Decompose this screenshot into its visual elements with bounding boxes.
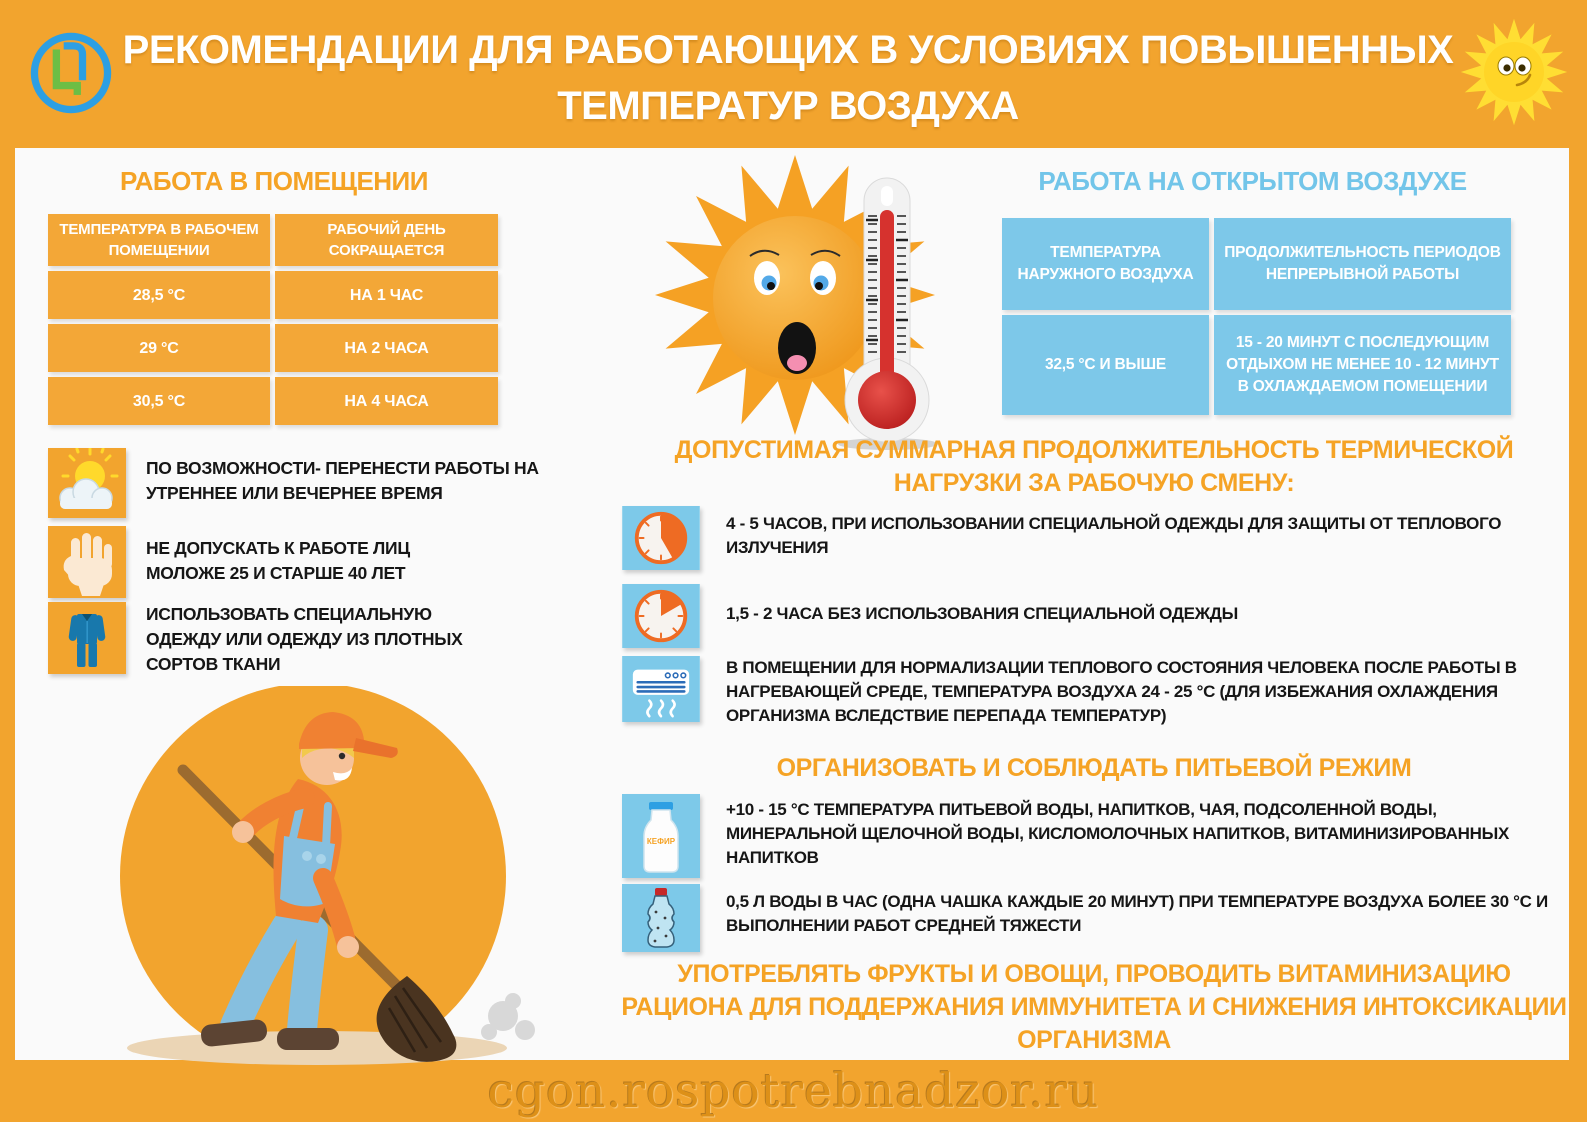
air-conditioner-icon <box>622 656 700 722</box>
clock-one-sixth-icon <box>622 584 700 648</box>
fruits-section-title: УПОТРЕБЛЯТЬ ФРУКТЫ И ОВОЩИ, ПРОВОДИТЬ ВИТАМИНИЗАЦИЮ РАЦИОНА ДЛЯ ПОДДЕРЖАНИЯ ИММУНИТЕТА И СНИЖЕНИЯ ИНТОКСИКАЦИИ ОРГАНИЗМА <box>621 960 1567 1054</box>
page-title-line2: ТЕМПЕРАТУР ВОЗДУХА <box>557 84 1019 128</box>
drinking-item-text: 0,5 Л ВОДЫ В ЧАС (ОДНА ЧАШКА КАЖДЫЕ 20 МИНУТ) ПРИ ТЕМПЕРАТУРЕ ВОЗДУХА БОЛЕЕ 30 °С И ВЫПОЛНЕНИИ РАБОТ СРЕДНЕЙ ТЯЖЕСТИ <box>726 892 1548 935</box>
kefir-bottle-icon <box>622 794 700 878</box>
tip-morning-evening <box>48 448 586 518</box>
indoor-table <box>48 214 498 425</box>
outdoor-cell-temp: 32,5 °С И ВЫШЕ <box>1002 315 1209 415</box>
tip-age-restriction <box>48 526 476 598</box>
frame-left <box>0 0 15 1122</box>
smiling-sun-icon <box>1459 16 1569 128</box>
outdoor-table <box>1002 218 1511 415</box>
coveralls-icon <box>48 602 126 674</box>
indoor-col-header: РАБОЧИЙ ДЕНЬ СОКРАЩАЕТСЯ <box>275 214 498 266</box>
thermal-item-text: 1,5 - 2 ЧАСА БЕЗ ИСПОЛЬЗОВАНИЯ СПЕЦИАЛЬНОЙ ОДЕЖДЫ <box>726 604 1238 623</box>
sun-cloud-icon <box>48 448 126 518</box>
indoor-cell-reduction: НА 1 ЧАС <box>275 271 498 319</box>
tip-text: ИСПОЛЬЗОВАТЬ СПЕЦИАЛЬНУЮ ОДЕЖДУ ИЛИ ОДЕЖДУ ИЗ ПЛОТНЫХ СОРТОВ ТКАНИ <box>146 604 463 674</box>
cgon-logo-icon <box>24 26 118 120</box>
thermal-item <box>622 656 1572 728</box>
indoor-cell-reduction: НА 4 ЧАСА <box>275 377 498 425</box>
drinking-item <box>622 884 1572 952</box>
water-bottle-icon <box>622 884 700 952</box>
drinking-item-text: +10 - 15 °С ТЕМПЕРАТУРА ПИТЬЕВОЙ ВОДЫ, НАПИТКОВ, ЧАЯ, ПОДСОЛЕННОЙ ВОДЫ, МИНЕРАЛЬНОЙ ЩЕЛОЧНОЙ ВОДЫ, КИСЛОМОЛОЧНЫХ НАПИТКОВ, ВИТАМИНИЗИРОВАННЫХ НАПИТКОВ <box>726 800 1509 867</box>
thermal-item <box>622 584 1572 648</box>
footer-watermark: cgon.rospotrebnadzor.ru <box>487 1063 1100 1119</box>
thermal-section-title: ДОПУСТИМАЯ СУММАРНАЯ ПРОДОЛЖИТЕЛЬНОСТЬ ТЕРМИЧЕСКОЙ НАГРУЗКИ ЗА РАБОЧУЮ СМЕНУ: <box>674 436 1514 497</box>
outdoor-cell-duration: 15 - 20 МИНУТ С ПОСЛЕДУЮЩИМ ОТДЫХОМ НЕ МЕНЕЕ 10 - 12 МИНУТ В ОХЛАЖДАЕМОМ ПОМЕЩЕНИИ <box>1214 315 1511 415</box>
clock-one-third-icon <box>622 506 700 570</box>
tip-text: ПО ВОЗМОЖНОСТИ- ПЕРЕНЕСТИ РАБОТЫ НА УТРЕННЕЕ ИЛИ ВЕЧЕРНЕЕ ВРЕМЯ <box>146 458 539 503</box>
indoor-cell-temp: 28,5 °С <box>48 271 270 319</box>
sun-thermometer-illustration <box>630 150 970 450</box>
worker-sweeping-illustration <box>55 686 585 1081</box>
indoor-section-title: РАБОТА В ПОМЕЩЕНИИ <box>120 166 428 196</box>
tip-text: НЕ ДОПУСКАТЬ К РАБОТЕ ЛИЦ МОЛОЖЕ 25 И СТАРШЕ 40 ЛЕТ <box>146 538 410 583</box>
outdoor-col-header: ТЕМПЕРАТУРА НАРУЖНОГО ВОЗДУХА <box>1002 218 1209 310</box>
indoor-cell-reduction: НА 2 ЧАСА <box>275 324 498 372</box>
thermal-item-text: 4 - 5 ЧАСОВ, ПРИ ИСПОЛЬЗОВАНИИ СПЕЦИАЛЬНОЙ ОДЕЖДЫ ДЛЯ ЗАЩИТЫ ОТ ТЕПЛОВОГО ИЗЛУЧЕНИЯ <box>726 514 1502 557</box>
outdoor-section-title: РАБОТА НА ОТКРЫТОМ ВОЗДУХЕ <box>1038 166 1467 196</box>
page-title <box>118 22 1458 134</box>
drinking-item <box>622 794 1572 878</box>
drinking-section-title: ОРГАНИЗОВАТЬ И СОБЛЮДАТЬ ПИТЬЕВОЙ РЕЖИМ <box>776 754 1412 782</box>
outdoor-col-header: ПРОДОЛЖИТЕЛЬНОСТЬ ПЕРИОДОВ НЕПРЕРЫВНОЙ РАБОТЫ <box>1214 218 1511 310</box>
tip-special-clothing <box>48 602 506 677</box>
kefir-label: КЕФИР <box>646 837 676 846</box>
page-title-line1: РЕКОМЕНДАЦИИ ДЛЯ РАБОТАЮЩИХ В УСЛОВИЯХ ПОВЫШЕННЫХ <box>122 28 1454 72</box>
thermal-item-text: В ПОМЕЩЕНИИ ДЛЯ НОРМАЛИЗАЦИИ ТЕПЛОВОГО СОСТОЯНИЯ ЧЕЛОВЕКА ПОСЛЕ РАБОТЫ В НАГРЕВАЮЩЕЙ СРЕДЕ, ТЕМПЕРАТУРА ВОЗДУХА 24 - 25 °С (ДЛЯ ИЗБЕЖАНИЯ ОХЛАЖДЕНИЯ ОРГАНИЗМА ВСЛЕДСТВИЕ ПЕРЕПАДА ТЕМПЕРАТУР) <box>726 658 1517 725</box>
indoor-col-header: ТЕМПЕРАТУРА В РАБОЧЕМ ПОМЕЩЕНИИ <box>48 214 270 266</box>
indoor-cell-temp: 30,5 °С <box>48 377 270 425</box>
indoor-cell-temp: 29 °С <box>48 324 270 372</box>
thermal-item <box>622 506 1572 570</box>
stop-hand-icon <box>48 526 126 598</box>
